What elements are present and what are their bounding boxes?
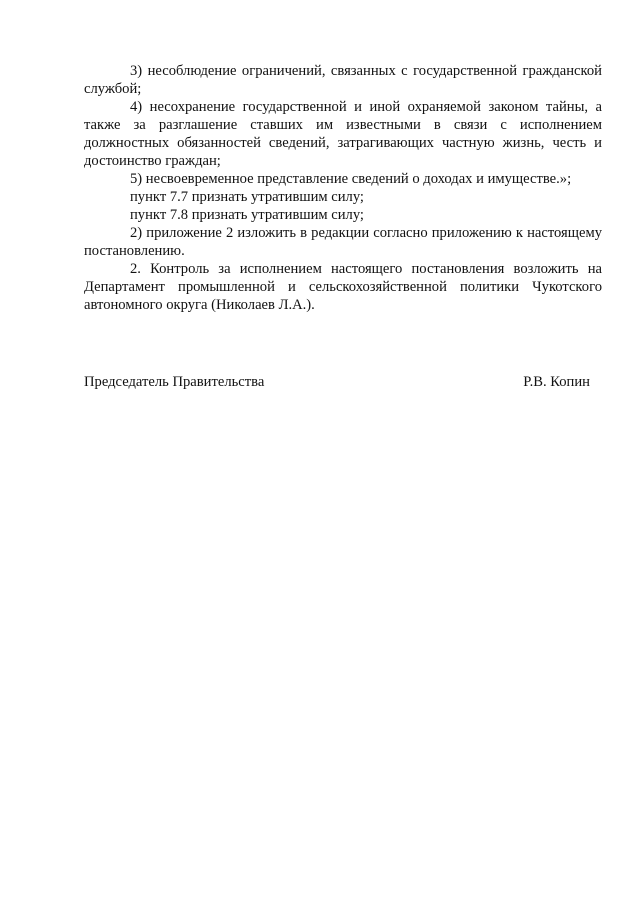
document-body (84, 62, 602, 314)
list-item-4-secrecy: 4) несохранение государственной и иной охраняемой законом тайны, а также за разглашение ставших им известными в связи с исполнением должностных обязанностей сведений, затрагивающих частную жизнь, честь и достоинство граждан; (84, 99, 602, 169)
appendix-2-amendment: 2) приложение 2 изложить в редакции согласно приложению к настоящему постановлению. (84, 225, 602, 259)
control-clause: 2. Контроль за исполнением настоящего постановления возложить на Департамент промышленной и сельскохозяйственной политики Чукотского автономного округа (Николаев Л.А.). (84, 261, 602, 313)
signature-block (84, 373, 590, 391)
list-item-3-restrictions: 3) несоблюдение ограничений, связанных с государственной гражданской службой; (84, 63, 602, 97)
list-item-5-income-reporting: 5) несвоевременное представление сведений о доходах и имуществе.»; (130, 171, 572, 187)
signatory-name: Р.В. Копин (523, 374, 590, 390)
clause-7-8-void: пункт 7.8 признать утратившим силу; (130, 207, 364, 223)
signatory-position: Председатель Правительства (84, 374, 265, 390)
clause-7-7-void: пункт 7.7 признать утратившим силу; (130, 189, 364, 205)
